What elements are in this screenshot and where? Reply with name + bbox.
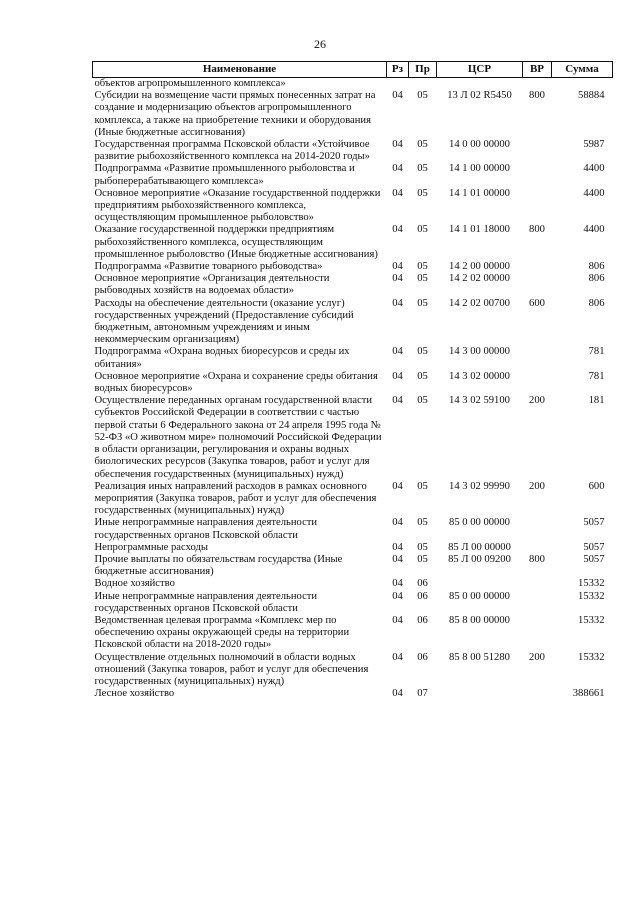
table-row — [93, 591, 613, 615]
cell-pr: 07 — [417, 688, 428, 700]
cell-pr: 05 — [417, 273, 428, 285]
cell-rz: 04 — [392, 261, 403, 273]
cell-name: Оказание государственной поддержки предприятиям рыбохозяйственного комплекса, осуществляющим промышленное рыболовство (Иные бюджетные ассигнования) — [94, 224, 378, 260]
table-row — [93, 554, 613, 578]
cell-sum: 806 — [588, 297, 605, 309]
table-row — [93, 224, 613, 261]
cell-csr: 14 3 02 59100 — [449, 395, 510, 407]
cell-pr: 05 — [417, 541, 428, 553]
cell-pr: 05 — [417, 370, 428, 382]
cell-vr — [523, 163, 552, 187]
cell-pr: 05 — [417, 224, 428, 236]
cell-sum: 388661 — [572, 688, 605, 700]
cell-pr: 05 — [417, 187, 428, 199]
cell-pr: 06 — [417, 614, 428, 626]
cell-pr: 05 — [417, 90, 428, 102]
cell-rz: 04 — [392, 139, 403, 151]
cell-rz: 04 — [392, 346, 403, 358]
table-row — [93, 163, 613, 187]
cell-vr — [523, 615, 552, 652]
cell-csr: 14 3 02 99990 — [449, 480, 510, 492]
cell-sum: 15332 — [578, 651, 605, 663]
cell-name: Подпрограмма «Охрана водных биоресурсов и среды их обитания» — [94, 346, 350, 370]
cell-name: Осуществление отдельных полномочий в области водных отношений (Закупка товаров, работ и услуг для обеспечения государственных (муниципальных) нужд) — [94, 651, 369, 687]
table-row — [93, 371, 613, 395]
cell-pr: 05 — [417, 261, 428, 273]
cell-pr: 05 — [417, 163, 428, 175]
header-rz: Рз — [387, 62, 409, 78]
cell-vr: 600 — [529, 297, 545, 309]
cell-vr — [523, 78, 552, 91]
cell-sum: 806 — [588, 261, 605, 273]
table-body — [93, 78, 613, 701]
cell-name: Ведомственная целевая программа «Комплекс мер по обеспечению охраны окружающей среды на территории Псковской области на 2018-2020 годы» — [94, 614, 350, 651]
cell-sum: 4400 — [583, 163, 605, 175]
cell-rz: 04 — [392, 273, 403, 285]
cell-csr: 85 Л 00 00000 — [448, 541, 511, 553]
table-row — [93, 481, 613, 518]
cell-pr: 05 — [417, 480, 428, 492]
cell-rz: 04 — [392, 578, 403, 590]
cell-vr — [523, 261, 552, 273]
cell-rz: 04 — [392, 651, 403, 663]
cell-sum: 781 — [588, 346, 605, 358]
cell-sum: 58884 — [578, 90, 605, 102]
cell-csr: 13 Л 02 R5450 — [447, 90, 512, 102]
cell-name: Государственная программа Псковской области «Устойчивое развитие рыбохозяйственного комплекса на 2014-2020 годы» — [94, 139, 370, 163]
cell-vr — [523, 346, 552, 370]
page-number: 26 — [314, 37, 326, 51]
cell-vr: 800 — [529, 553, 545, 565]
cell-csr: 14 2 00 00000 — [449, 261, 510, 273]
cell-csr: 14 1 01 18000 — [449, 224, 510, 236]
table-row — [93, 261, 613, 273]
table-row — [93, 188, 613, 225]
cell-vr — [523, 688, 552, 700]
cell-name: Водное хозяйство — [94, 578, 175, 590]
cell-pr: 05 — [417, 395, 428, 407]
budget-table — [92, 61, 613, 700]
cell-rz: 04 — [392, 395, 403, 407]
cell-pr — [409, 78, 437, 91]
table-row — [93, 298, 613, 347]
cell-csr — [437, 78, 523, 91]
cell-pr: 05 — [417, 297, 428, 309]
cell-rz: 04 — [392, 541, 403, 553]
table-row — [93, 688, 613, 700]
cell-rz: 04 — [392, 614, 403, 626]
cell-name: Подпрограмма «Развитие товарного рыбоводства» — [94, 261, 323, 273]
cell-vr — [523, 188, 552, 225]
cell-name: Прочие выплаты по обязательствам государства (Иные бюджетные ассигнования) — [94, 553, 343, 578]
cell-rz: 04 — [392, 187, 403, 199]
cell-sum: 806 — [588, 273, 605, 285]
cell-csr: 85 8 00 51280 — [449, 651, 510, 663]
table-row — [93, 517, 613, 541]
table-row — [93, 395, 613, 480]
cell-csr: 85 0 00 00000 — [449, 590, 510, 602]
cell-name: Основное мероприятие «Организация деятельности рыбоводных хозяйств на водоемах области» — [94, 273, 330, 297]
cell-pr: 06 — [417, 590, 428, 602]
cell-csr: 14 0 00 00000 — [449, 139, 510, 151]
cell-vr: 800 — [529, 224, 545, 236]
cell-csr: 85 8 00 00000 — [449, 614, 510, 626]
cell-name: Осуществление переданных органам государственной власти субъектов Российской Федерации в соответствии с частью первой статьи 6 Федерального закона от 24 апреля 1995 года № 52-ФЗ «О животном мире» полномочий Российской Федерации в области организации, регулирования и охраны водных биологических ресурсов (Закупка товаров, работ и услуг для обеспечения государственных (муниципальных) нужд) — [94, 395, 382, 480]
cell-name: Основное мероприятие «Оказание государственной поддержки предприятиям рыбохозяйственного комплекса, осуществляющим промышленное рыболовство» — [94, 187, 381, 224]
table-row — [93, 542, 613, 554]
cell-sum: 781 — [588, 370, 605, 382]
cell-rz: 04 — [392, 688, 403, 700]
cell-csr: 85 0 00 00000 — [449, 517, 510, 529]
cell-rz: 04 — [392, 590, 403, 602]
cell-csr — [437, 578, 523, 590]
cell-vr: 200 — [529, 395, 545, 407]
cell-rz: 04 — [392, 370, 403, 382]
cell-sum: 4400 — [583, 187, 605, 199]
cell-csr: 14 2 02 00000 — [449, 273, 510, 285]
cell-sum: 5057 — [583, 553, 605, 565]
cell-vr — [523, 517, 552, 541]
cell-sum: 600 — [588, 480, 605, 492]
cell-sum: 5987 — [583, 139, 605, 151]
cell-sum — [552, 78, 613, 91]
cell-vr — [523, 139, 552, 163]
cell-sum: 15332 — [578, 578, 605, 590]
header-name: Наименование — [93, 62, 387, 78]
cell-csr: 14 1 01 00000 — [449, 187, 510, 199]
cell-vr: 800 — [529, 90, 545, 102]
cell-pr: 05 — [417, 553, 428, 565]
cell-csr: 14 3 00 00000 — [449, 346, 510, 358]
cell-name: Непрограммные расходы — [94, 541, 208, 553]
cell-sum: 15332 — [578, 614, 605, 626]
table-row — [93, 78, 613, 91]
cell-csr: 14 1 00 00000 — [449, 163, 510, 175]
cell-rz: 04 — [392, 517, 403, 529]
cell-rz: 04 — [392, 553, 403, 565]
cell-vr: 200 — [529, 480, 545, 492]
cell-csr — [437, 688, 523, 700]
cell-rz: 04 — [392, 480, 403, 492]
cell-name: Расходы на обеспечение деятельности (оказание услуг) государственных учреждений (Предоставление субсидий бюджетным, автономным учреждениям и иным некоммерческим организациям) — [94, 297, 354, 346]
cell-name: Иные непрограммные направления деятельности государственных органов Псковской области — [94, 517, 318, 541]
cell-pr: 06 — [417, 651, 428, 663]
header-pr: Пр — [409, 62, 437, 78]
cell-name: объектов агропромышленного комплекса» — [94, 78, 286, 89]
header-csr: ЦСР — [437, 62, 523, 78]
cell-sum: 15332 — [578, 590, 605, 602]
cell-rz: 04 — [392, 297, 403, 309]
table-row — [93, 273, 613, 297]
table-header — [93, 62, 613, 78]
cell-sum: 5057 — [583, 541, 605, 553]
cell-vr — [523, 591, 552, 615]
cell-vr: 200 — [529, 651, 545, 663]
header-row — [93, 62, 613, 78]
table-row — [93, 346, 613, 370]
cell-pr: 05 — [417, 517, 428, 529]
cell-rz: 04 — [392, 163, 403, 175]
cell-rz: 04 — [392, 224, 403, 236]
header-vr: ВР — [523, 62, 552, 78]
cell-sum: 5057 — [583, 517, 605, 529]
cell-rz — [387, 78, 409, 91]
cell-pr: 05 — [417, 139, 428, 151]
header-sum: Сумма — [552, 62, 613, 78]
cell-csr: 85 Л 00 09200 — [448, 553, 511, 565]
cell-name: Реализация иных направлений расходов в рамках основного мероприятия (Закупка товаров, работ и услуг для обеспечения государственных (муниципальных) нужд) — [94, 480, 377, 517]
cell-name: Субсидии на возмещение части прямых понесенных затрат на создание и модернизацию объектов агропромышленного комплекса, а также на приобретение техники и оборудования (Иные бюджетные ассигнования) — [94, 90, 376, 138]
cell-csr: 14 3 02 00000 — [449, 370, 510, 382]
cell-name: Лесное хозяйство — [94, 688, 175, 700]
cell-vr — [523, 578, 552, 590]
cell-name: Иные непрограммные направления деятельности государственных органов Псковской области — [94, 590, 318, 614]
cell-vr — [523, 542, 552, 554]
cell-name: Подпрограмма «Развитие промышленного рыболовства и рыбоперерабатывающего комплекса» — [94, 163, 355, 187]
table-row — [93, 615, 613, 652]
cell-sum: 4400 — [583, 224, 605, 236]
table-row — [93, 652, 613, 689]
cell-rz: 04 — [392, 90, 403, 102]
cell-csr: 14 2 02 00700 — [449, 297, 510, 309]
cell-sum: 181 — [588, 395, 605, 407]
cell-vr — [523, 273, 552, 297]
cell-pr: 06 — [417, 578, 428, 590]
cell-pr: 05 — [417, 346, 428, 358]
cell-vr — [523, 371, 552, 395]
table-row — [93, 578, 613, 590]
cell-name: Основное мероприятие «Охрана и сохранение среды обитания водных биоресурсов» — [94, 370, 378, 395]
table-row — [93, 90, 613, 139]
table-row — [93, 139, 613, 163]
